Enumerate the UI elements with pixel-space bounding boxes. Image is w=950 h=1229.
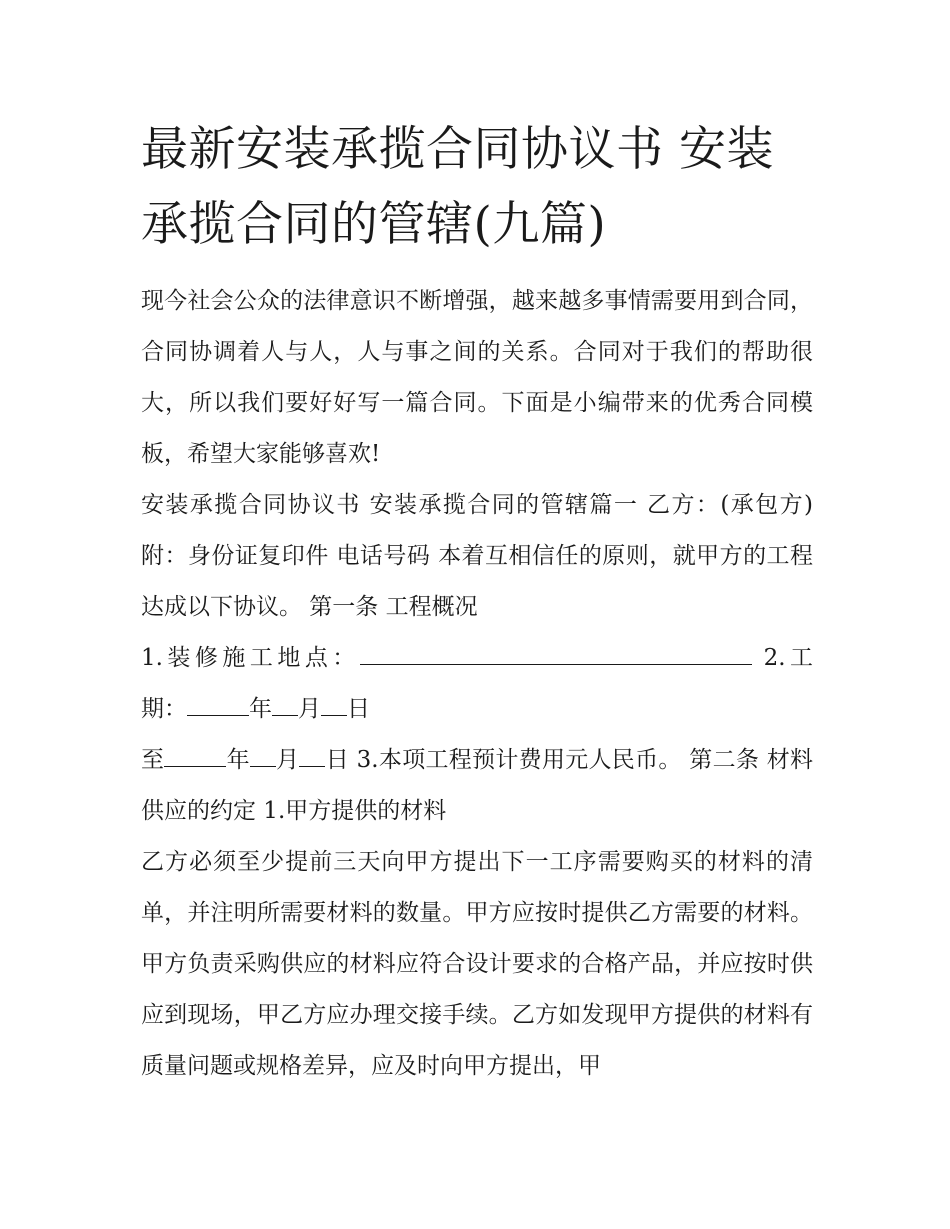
- start-day-blank: [321, 690, 347, 716]
- start-day-unit: 日: [347, 696, 370, 722]
- start-year-unit: 年: [249, 696, 272, 722]
- end-day-blank: [299, 741, 325, 767]
- document-body: [141, 112, 813, 1092]
- start-year-blank: [187, 690, 249, 716]
- to-label: 至: [141, 747, 165, 773]
- end-day-unit: 日: [325, 747, 350, 773]
- end-month-blank: [250, 741, 276, 767]
- materials-paragraph: 乙方必须至少提前三天向甲方提出下一工序需要购买的材料的清单，并注明所需要材料的数量。甲方应按时提供乙方需要的材料。甲方负责采购供应的材料应符合设计要求的合格产品，并应按时供应到现场，甲乙方应办理交接手续。乙方如发现甲方提供的材料有质量问题或规格差异，应及时向甲方提出，甲: [141, 849, 813, 1079]
- section-heading-paragraph: 安装承揽合同协议书 安装承揽合同的管辖篇一 乙方：(承包方) 附：身份证复印件 电话号码 本着互相信任的原则，就甲方的工程达成以下协议。 第一条 工程概况: [141, 492, 813, 620]
- site-location-blank: [360, 639, 752, 665]
- document-title: 最新安装承揽合同协议书 安装承揽合同的管辖(九篇): [141, 122, 774, 252]
- duration-label: 2.工期：: [141, 645, 813, 722]
- intro-paragraph: 现今社会公众的法律意识不断增强，越来越多事情需要用到合同，合同协调着人与人，人与事之间的关系。合同对于我们的帮助很大，所以我们要好好写一篇合同。下面是小编带来的优秀合同模板，希望大家能够喜欢!: [141, 288, 813, 467]
- end-month-unit: 月: [275, 747, 300, 773]
- end-year-unit: 年: [226, 747, 250, 773]
- cost-and-materials-text: 3.本项工程预计费用元人民币。 第二条 材料供应的约定 1.甲方提供的材料: [141, 747, 814, 824]
- end-year-blank: [164, 741, 226, 767]
- site-location-label: 1.装修施工地点：: [141, 645, 360, 671]
- start-month-blank: [272, 690, 298, 716]
- project-overview-paragraph: [141, 633, 813, 837]
- start-month-unit: 月: [298, 696, 321, 722]
